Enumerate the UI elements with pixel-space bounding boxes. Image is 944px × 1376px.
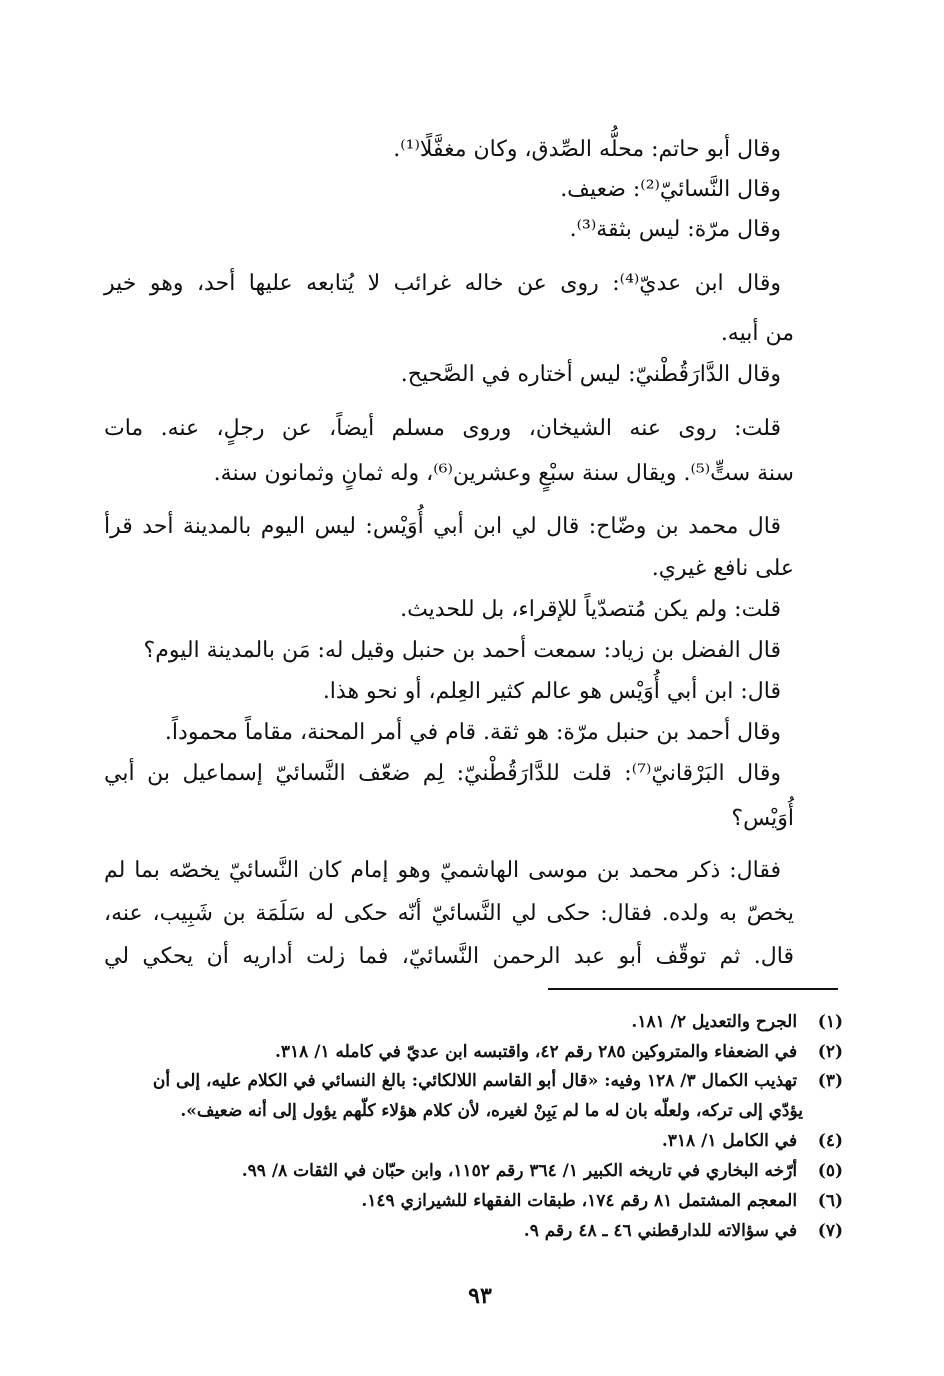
text-line: وقال أحمد بن حنبل مرّة: هو ثقة. قام في أمر المحنة، مقاماً محموداً.: [164, 720, 781, 745]
footnote: (٧) في سؤالاته للدارقطني ٤٦ ـ ٤٨ رقم ٩.: [523, 1221, 843, 1241]
footnote: (٢) في الضعفاء والمتروكين ٢٨٥ رقم ٤٢، واقتبسه ابن عديّ في كامله ١/ ٣١٨.: [275, 1042, 843, 1062]
text-line: قال الفضل بن زياد: سمعت أحمد بن حنبل وقيل له: مَن بالمدينة اليوم؟: [143, 638, 781, 663]
footnote: (٥) أرّخه البخاري في تاريخه الكبير ١/ ٣٦٤ رقم ١١٥٢، وابن حبّان في الثقات ٨/ ٩٩.: [241, 1161, 843, 1181]
page-number: ٩٣: [468, 1283, 492, 1309]
footnote: (٣) تهذيب الكمال ٣/ ١٢٨ وفيه: «قال أبو القاسم اللالكائي: بالغ النسائي في الكلام عليه، إلى أن: [152, 1071, 843, 1091]
footnote: (٤) في الكامل ١/ ٣١٨.: [661, 1131, 843, 1151]
text-line: وقال الدَّارَقُطْنيّ: ليس أختاره في الصَّحيح.: [400, 362, 781, 387]
text-line: سنة ستٍّ⁽⁵⁾. ويقال سنة سبْعٍ وعشرين⁽⁶⁾، وله ثمانٍ وثمانون سنة.: [213, 461, 794, 486]
footnote: (١) الجرح والتعديل ٢/ ١٨١.: [631, 1012, 843, 1032]
text-line: وقال النَّسائيّ⁽²⁾: ضعيف.: [560, 177, 781, 202]
footnote-separator: [548, 988, 838, 990]
text-line: من أبيه.: [720, 321, 794, 346]
text-line: أُوَيْس؟: [731, 806, 794, 831]
text-line: قلت: روى عنه الشيخان، وروى مسلم أيضاً، عن رجلٍ، عنه. مات: [104, 416, 781, 441]
text-line: قال. ثم توقّف أبو عبد الرحمن النَّسائيّ، فما زلت أداريه أن يحكي لي: [104, 944, 794, 969]
text-line: يخصّ به ولده. فقال: حكى لي النَّسائيّ أنّه حكى له سَلَمَة بن شَبِيب، عنه،: [104, 901, 794, 926]
footnote-continuation: يؤدّي إلى تركه، ولعلّه بان له ما لم يَبِنْ لغيره، لأن كلام هؤلاء كلّهم يؤول إلى أنه ضعيف».: [180, 1101, 803, 1121]
text-line: على نافع غيري.: [651, 556, 794, 581]
text-line: قلت: ولم يكن مُتصدّياً للإقراء، بل للحديث.: [400, 597, 781, 622]
text-line: وقال ابن عديّ⁽⁴⁾: روى عن خاله غرائب لا يُتابعه عليها أحد، وهو خير: [104, 271, 781, 296]
text-line: فقال: ذكر محمد بن موسى الهاشميّ وهو إمام كان النَّسائيّ يخصّه بما لم: [104, 858, 781, 883]
footnote: (٦) المعجم المشتمل ٨١ رقم ١٧٤، طبقات الفقهاء للشيرازي ١٤٩.: [361, 1191, 843, 1211]
text-line: وقال مرّة: ليس بثقة⁽³⁾.: [569, 217, 781, 242]
text-line: وقال أبو حاتم: محلُّه الصِّدق، وكان مغفَّلًا⁽¹⁾.: [393, 137, 781, 162]
text-line: قال محمد بن وضّاح: قال لي ابن أبي أُوَيْس: ليس اليوم بالمدينة أحد قرأ: [104, 514, 781, 539]
text-line: قال: ابن أبي أُوَيْس هو عالم كثير العِلم، أو نحو هذا.: [322, 679, 781, 704]
text-line: وقال البَرْقانيّ⁽⁷⁾: قلت للدَّارَقُطْنيّ: لِم ضعّف النَّسائيّ إسماعيل بن أبي: [104, 761, 781, 786]
